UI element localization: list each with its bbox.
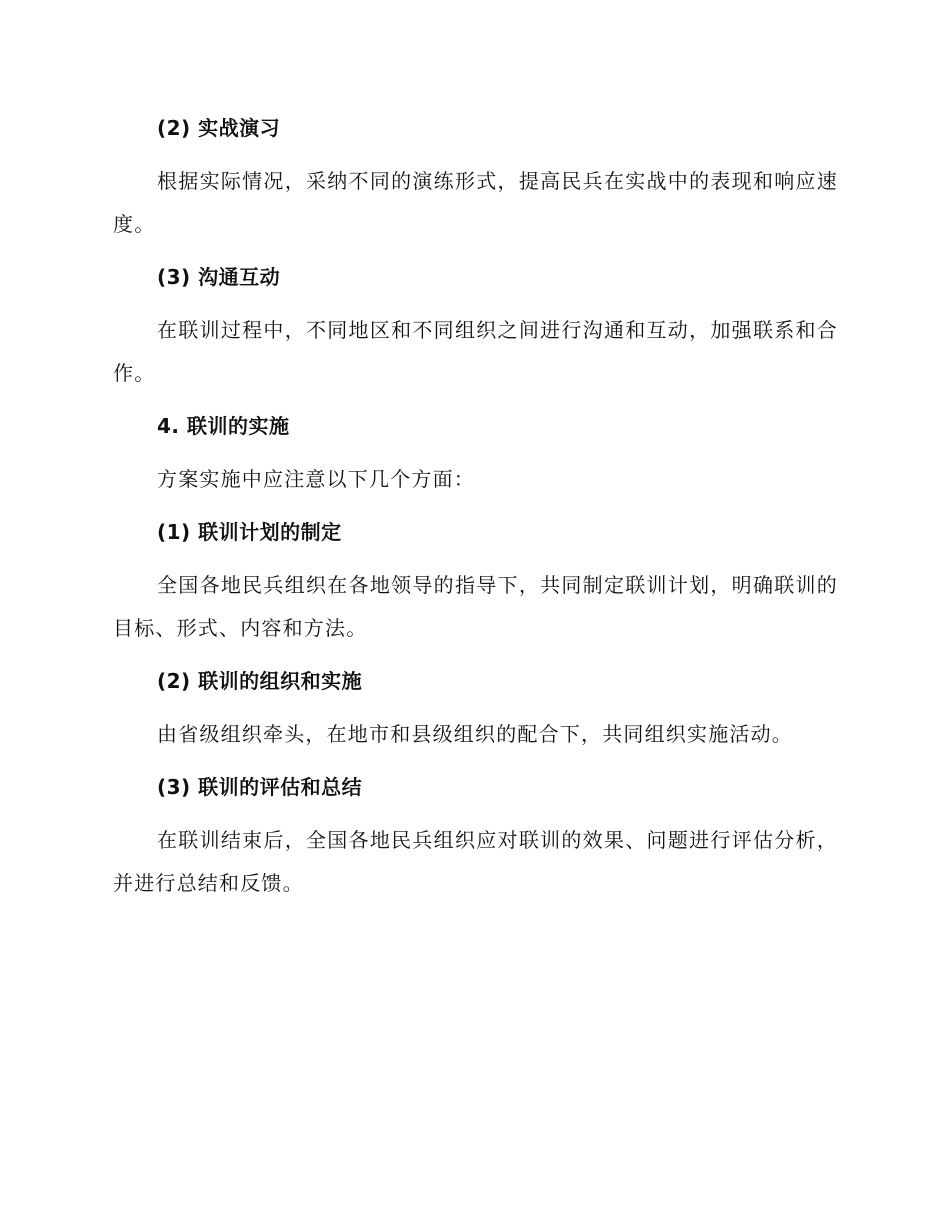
section-heading-live-drill: (2) 实战演习 <box>157 116 281 140</box>
section-heading-implementation: 4. 联训的实施 <box>157 414 290 438</box>
paragraph-plan: 全国各地民兵组织在各地领导的指导下，共同制定联训计划，明确联训的目标、形式、内容和方法。 <box>113 573 838 640</box>
section-heading-plan: (1) 联训计划的制定 <box>157 520 342 544</box>
paragraph-communication: 在联训过程中，不同地区和不同组织之间进行沟通和互动，加强联系和合作。 <box>113 318 838 385</box>
paragraph-organization: 由省级组织牵头，在地市和县级组织的配合下，共同组织实施活动。 <box>157 722 793 746</box>
paragraph-live-drill: 根据实际情况，采纳不同的演练形式，提高民兵在实战中的表现和响应速度。 <box>113 169 838 236</box>
section-heading-evaluation: (3) 联训的评估和总结 <box>157 775 363 799</box>
paragraph-implementation-intro: 方案实施中应注意以下几个方面： <box>157 467 475 491</box>
document-body <box>113 110 838 905</box>
section-heading-communication: (3) 沟通互动 <box>157 265 281 289</box>
section-heading-organization: (2) 联训的组织和实施 <box>157 669 363 693</box>
paragraph-evaluation: 在联训结束后，全国各地民兵组织应对联训的效果、问题进行评估分析，并进行总结和反馈。 <box>113 828 838 895</box>
